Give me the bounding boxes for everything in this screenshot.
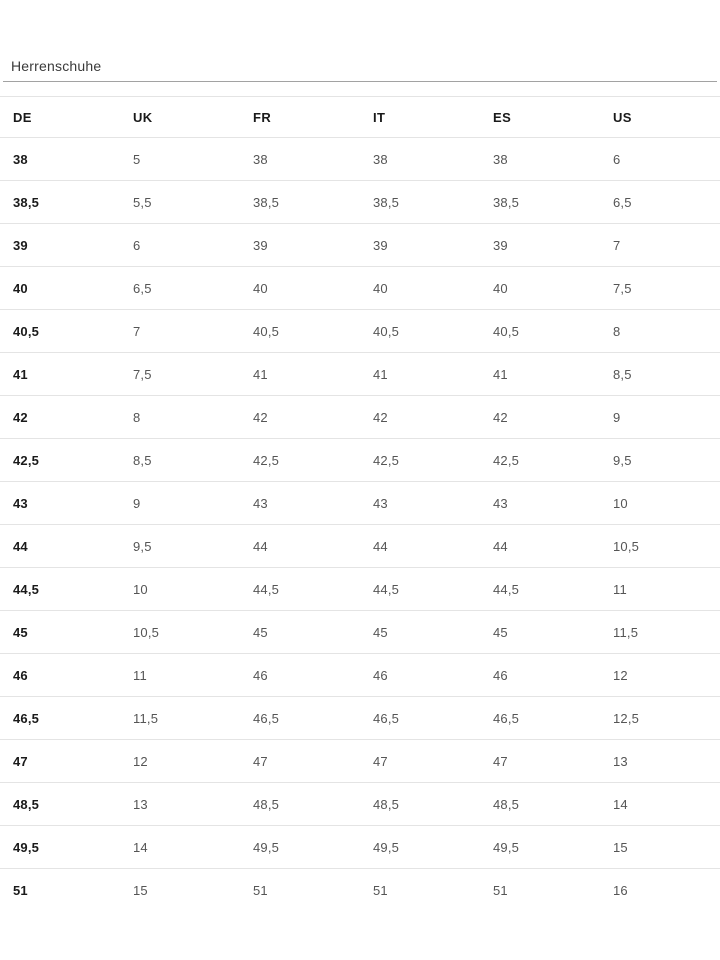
size-cell-fr: 42,5 <box>240 439 360 482</box>
size-cell-it: 45 <box>360 611 480 654</box>
size-cell-de: 40 <box>0 267 120 310</box>
size-cell-uk: 8 <box>120 396 240 439</box>
size-cell-fr: 40 <box>240 267 360 310</box>
size-cell-uk: 11,5 <box>120 697 240 740</box>
size-cell-uk: 9 <box>120 482 240 525</box>
size-cell-de: 46 <box>0 654 120 697</box>
size-cell-it: 41 <box>360 353 480 396</box>
size-cell-de: 41 <box>0 353 120 396</box>
size-cell-de: 43 <box>0 482 120 525</box>
size-cell-it: 51 <box>373 882 388 898</box>
size-cell-uk: 9,5 <box>120 525 240 568</box>
size-cell-us: 10 <box>600 482 720 525</box>
size-cell-us: 9 <box>600 396 720 439</box>
column-header-de: DE <box>0 97 120 138</box>
table-row <box>0 654 720 697</box>
size-cell-de: 51 <box>13 882 28 898</box>
size-cell-us: 8 <box>600 310 720 353</box>
table-row <box>0 611 720 654</box>
size-cell-uk: 6 <box>120 224 240 267</box>
size-cell-es: 42,5 <box>480 439 600 482</box>
size-cell-de: 45 <box>0 611 120 654</box>
size-cell-fr: 48,5 <box>240 783 360 826</box>
size-cell-fr: 51 <box>253 882 268 898</box>
size-cell-de: 42 <box>0 396 120 439</box>
size-cell-it: 40 <box>360 267 480 310</box>
size-cell-it: 43 <box>360 482 480 525</box>
table-row <box>0 353 720 396</box>
size-cell-fr: 45 <box>240 611 360 654</box>
size-cell-us: 13 <box>600 740 720 783</box>
size-cell-uk: 10 <box>120 568 240 611</box>
column-header-uk: UK <box>120 97 240 138</box>
size-cell-fr: 40,5 <box>240 310 360 353</box>
size-cell-it: 44,5 <box>360 568 480 611</box>
size-cell-us: 8,5 <box>600 353 720 396</box>
table-row <box>0 439 720 482</box>
size-cell-es: 51 <box>493 882 508 898</box>
size-cell-de: 42,5 <box>0 439 120 482</box>
size-cell-fr: 47 <box>240 740 360 783</box>
size-cell-us: 7,5 <box>600 267 720 310</box>
size-cell-es: 46,5 <box>480 697 600 740</box>
size-cell-fr: 44,5 <box>240 568 360 611</box>
size-cell-us: 11,5 <box>600 611 720 654</box>
size-cell-it: 47 <box>360 740 480 783</box>
column-header-it: IT <box>360 97 480 138</box>
size-cell-fr: 49,5 <box>240 826 360 869</box>
table-row <box>0 224 720 267</box>
size-conversion-table <box>0 96 720 912</box>
table-row <box>0 138 720 181</box>
size-cell-uk: 7 <box>120 310 240 353</box>
size-cell-uk: 15 <box>133 882 148 898</box>
size-cell-fr: 39 <box>240 224 360 267</box>
size-cell-fr: 46,5 <box>240 697 360 740</box>
size-cell-uk: 5,5 <box>120 181 240 224</box>
size-cell-us: 10,5 <box>600 525 720 568</box>
table-row <box>0 310 720 353</box>
size-cell-us: 12 <box>600 654 720 697</box>
size-cell-us: 16 <box>613 882 628 898</box>
size-cell-us: 14 <box>600 783 720 826</box>
size-cell-de: 47 <box>0 740 120 783</box>
size-cell-fr: 43 <box>240 482 360 525</box>
column-header-fr: FR <box>240 97 360 138</box>
size-cell-uk: 14 <box>120 826 240 869</box>
size-cell-de: 44,5 <box>0 568 120 611</box>
size-cell-fr: 41 <box>240 353 360 396</box>
size-cell-fr: 46 <box>240 654 360 697</box>
size-cell-it: 40,5 <box>360 310 480 353</box>
size-cell-us: 7 <box>600 224 720 267</box>
size-cell-it: 48,5 <box>360 783 480 826</box>
table-row <box>0 482 720 525</box>
table-row <box>0 783 720 826</box>
size-cell-us: 6 <box>600 138 720 181</box>
size-cell-es: 39 <box>480 224 600 267</box>
size-cell-uk: 10,5 <box>120 611 240 654</box>
size-cell-uk: 13 <box>120 783 240 826</box>
size-cell-it: 44 <box>360 525 480 568</box>
table-row <box>0 740 720 783</box>
size-cell-uk: 6,5 <box>120 267 240 310</box>
size-cell-es: 47 <box>480 740 600 783</box>
size-cell-es: 43 <box>480 482 600 525</box>
size-cell-de: 40,5 <box>0 310 120 353</box>
size-cell-uk: 11 <box>120 654 240 697</box>
section-title: Herrenschuhe <box>11 58 102 74</box>
size-cell-es: 40 <box>480 267 600 310</box>
size-cell-us: 9,5 <box>600 439 720 482</box>
size-cell-uk: 8,5 <box>120 439 240 482</box>
table-row <box>0 568 720 611</box>
size-cell-es: 38 <box>480 138 600 181</box>
size-cell-es: 44,5 <box>480 568 600 611</box>
size-cell-it: 38 <box>360 138 480 181</box>
size-cell-it: 42 <box>360 396 480 439</box>
size-cell-us: 12,5 <box>600 697 720 740</box>
size-cell-de: 46,5 <box>0 697 120 740</box>
size-cell-es: 49,5 <box>480 826 600 869</box>
size-cell-es: 46 <box>480 654 600 697</box>
table-row <box>0 396 720 439</box>
column-header-us: US <box>600 97 720 138</box>
size-cell-es: 45 <box>480 611 600 654</box>
table-row <box>0 869 720 912</box>
size-cell-es: 38,5 <box>480 181 600 224</box>
size-cell-es: 42 <box>480 396 600 439</box>
size-cell-uk: 12 <box>120 740 240 783</box>
column-header-es: ES <box>480 97 600 138</box>
size-cell-uk: 5 <box>120 138 240 181</box>
table-row <box>0 826 720 869</box>
size-cell-de: 49,5 <box>0 826 120 869</box>
size-cell-uk: 7,5 <box>120 353 240 396</box>
size-cell-it: 46 <box>360 654 480 697</box>
size-cell-us: 15 <box>600 826 720 869</box>
size-cell-es: 41 <box>480 353 600 396</box>
size-cell-de: 38 <box>0 138 120 181</box>
table-row <box>0 267 720 310</box>
table-row <box>0 697 720 740</box>
size-cell-es: 44 <box>480 525 600 568</box>
header-row <box>0 97 720 138</box>
section-divider <box>3 81 717 82</box>
size-cell-it: 38,5 <box>360 181 480 224</box>
size-table-body <box>0 138 720 912</box>
size-cell-es: 48,5 <box>480 783 600 826</box>
table-row <box>0 181 720 224</box>
table-row <box>0 525 720 568</box>
size-cell-it: 49,5 <box>360 826 480 869</box>
size-cell-de: 48,5 <box>0 783 120 826</box>
size-cell-it: 42,5 <box>360 439 480 482</box>
size-cell-us: 11 <box>600 568 720 611</box>
size-cell-us: 6,5 <box>600 181 720 224</box>
size-cell-fr: 44 <box>240 525 360 568</box>
size-cell-de: 44 <box>0 525 120 568</box>
size-cell-fr: 38 <box>240 138 360 181</box>
size-table-header <box>0 97 720 138</box>
size-cell-de: 39 <box>0 224 120 267</box>
size-cell-it: 39 <box>360 224 480 267</box>
size-cell-fr: 38,5 <box>240 181 360 224</box>
size-cell-de: 38,5 <box>0 181 120 224</box>
size-cell-it: 46,5 <box>360 697 480 740</box>
size-cell-es: 40,5 <box>480 310 600 353</box>
size-cell-fr: 42 <box>240 396 360 439</box>
